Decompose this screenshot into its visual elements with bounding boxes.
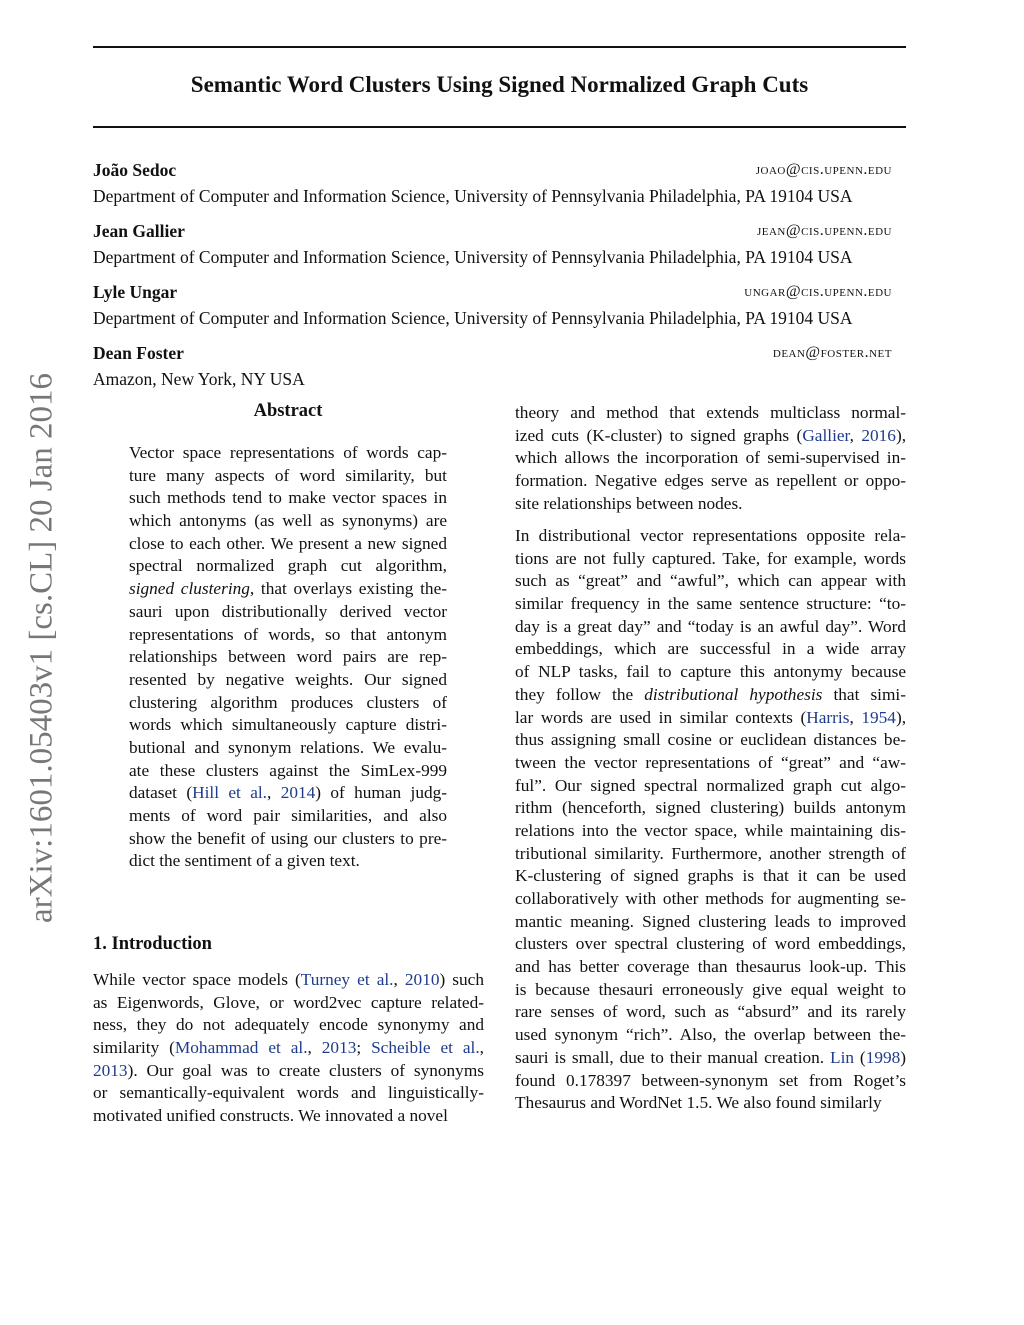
text-line xyxy=(515,616,906,639)
author-affiliation: Department of Computer and Information Science, University of Pennsylvania Philadelphia, PA 19104 USA xyxy=(93,247,853,267)
top-rule xyxy=(93,46,906,48)
text-segment: ). Our goal was to create clusters of synonyms xyxy=(127,1060,484,1080)
text-segment: relations into the vector space, while maintaining dis- xyxy=(515,820,906,840)
text-segment: ness, they do not adequately encode synonymy and xyxy=(93,1015,484,1035)
text-line xyxy=(129,624,447,647)
text-segment: ized cuts (K-cluster) to signed graphs ( xyxy=(515,425,803,445)
citation-link[interactable]: Mohammad et al. xyxy=(174,1038,308,1058)
author-email: joao@cis.upenn.edu xyxy=(755,161,892,178)
text-line xyxy=(129,782,447,805)
text-segment: butional and synonym relations. We evalu- xyxy=(129,737,447,757)
text-segment: tions are not fully captured. Take, for example, words xyxy=(515,548,906,568)
text-segment: mantic meaning. Signed clustering leads to improved xyxy=(515,911,906,931)
text-line xyxy=(129,760,447,783)
text-line xyxy=(515,933,906,956)
text-line xyxy=(129,692,447,715)
text-line xyxy=(93,1014,484,1037)
text-segment: tween the vector representations of “great” and “aw- xyxy=(515,752,906,772)
text-segment: , xyxy=(267,783,281,803)
text-segment: sauri upon distributionally derived vector xyxy=(129,601,447,621)
text-line xyxy=(93,1037,484,1060)
citation-link[interactable]: Gallier xyxy=(802,425,850,445)
text-line xyxy=(515,493,906,516)
text-line xyxy=(515,661,906,684)
author-1 xyxy=(93,160,892,181)
citation-link[interactable]: 2014 xyxy=(280,783,316,803)
text-segment: as Eigenwords, Glove, or word2vec capture related- xyxy=(93,992,484,1012)
abstract-body xyxy=(129,442,447,873)
text-line xyxy=(515,729,906,752)
author-name: João Sedoc xyxy=(93,160,177,180)
text-segment: While vector space models ( xyxy=(93,970,301,989)
author-4 xyxy=(93,343,892,364)
text-segment: ) of human judg- xyxy=(315,783,448,803)
abstract-heading: Abstract xyxy=(253,401,323,421)
text-line xyxy=(515,820,906,843)
text-segment: which allows the incorporation of semi-supervised in- xyxy=(515,448,906,468)
text-segment: representations of words, so that antonym xyxy=(129,624,447,644)
text-segment: Thesaurus and WordNet 1.5. We also found similarly xyxy=(515,1093,882,1113)
text-line xyxy=(515,525,906,548)
text-segment: used synonym “rich”. Also, the overlap between the- xyxy=(515,1025,906,1045)
text-segment: close to each other. We present a new signed xyxy=(129,533,447,553)
text-segment: that simi- xyxy=(822,684,906,704)
text-segment: words which simultaneously capture distri- xyxy=(129,715,447,735)
text-segment: relationships between word pairs are rep- xyxy=(129,647,447,667)
text-segment: , xyxy=(393,970,405,989)
introduction-body xyxy=(93,969,484,1128)
text-segment: , xyxy=(849,425,862,445)
text-segment: thus assigning small cosine or euclidean distances be- xyxy=(515,730,906,750)
author-email: jean@cis.upenn.edu xyxy=(756,222,892,239)
text-line xyxy=(129,805,447,828)
text-line xyxy=(129,465,447,488)
text-line xyxy=(515,911,906,934)
text-line xyxy=(515,570,906,593)
text-segment: which antonyms (as well as synonyms) are xyxy=(129,511,447,531)
citation-link[interactable]: Lin xyxy=(830,1047,855,1067)
text-segment: dict the sentiment of a given text. xyxy=(129,851,360,871)
text-segment: clustering algorithm produces clusters of xyxy=(129,692,447,712)
citation-link[interactable]: Harris xyxy=(806,707,850,727)
citation-link[interactable]: 1954 xyxy=(861,707,896,727)
text-segment: , xyxy=(479,1038,484,1058)
author-name: Dean Foster xyxy=(93,343,184,363)
text-segment: motivated unified constructs. We innovated a novel xyxy=(93,1106,448,1126)
text-line xyxy=(515,888,906,911)
text-segment: and has better coverage than thesaurus look-up. This xyxy=(515,957,906,977)
text-segment: found 0.178397 between-synonym set from Roget’s xyxy=(515,1070,906,1090)
text-segment: similarity ( xyxy=(93,1038,175,1058)
text-line xyxy=(515,775,906,798)
text-line xyxy=(515,447,906,470)
text-line xyxy=(129,442,447,465)
arxiv-stamp: arXiv:1601.05403v1 [cs.CL] 20 Jan 2016 xyxy=(23,373,60,923)
text-line xyxy=(129,669,447,692)
text-segment: ( xyxy=(854,1047,866,1067)
text-segment: , xyxy=(849,707,862,727)
emphasis-text: distributional hypothesis xyxy=(644,684,823,704)
text-line xyxy=(515,752,906,775)
author-name: Jean Gallier xyxy=(93,221,185,241)
text-line xyxy=(515,956,906,979)
text-line xyxy=(129,714,447,737)
text-segment: such as “great” and “awful”, which can appear with xyxy=(515,571,906,591)
text-line xyxy=(93,1105,484,1128)
citation-link[interactable]: 2013 xyxy=(321,1038,357,1058)
text-line xyxy=(515,843,906,866)
author-affiliation: Department of Computer and Information Science, University of Pennsylvania Philadelphia, PA 19104 USA xyxy=(93,308,853,328)
text-segment: ), xyxy=(895,707,907,727)
text-line xyxy=(129,533,447,556)
text-line xyxy=(515,593,906,616)
text-segment: of NLP tasks, fail to capture this antonymy because xyxy=(515,662,906,682)
text-segment: collaboratively with other methods for augmenting se- xyxy=(515,889,906,908)
text-segment: lar words are used in similar contexts ( xyxy=(515,707,807,727)
text-segment: day is a great day” and “today is an awful day”. Word xyxy=(515,616,906,636)
text-segment: or semantically-equivalent words and linguistically- xyxy=(93,1083,484,1103)
text-line xyxy=(129,850,447,873)
author-email: dean@foster.net xyxy=(772,344,892,361)
text-line xyxy=(515,979,906,1002)
text-line xyxy=(515,865,906,888)
text-line xyxy=(129,646,447,669)
text-segment: ; xyxy=(356,1038,372,1058)
author-name: Lyle Ungar xyxy=(93,282,178,302)
text-line xyxy=(93,969,484,992)
author-affiliation: Department of Computer and Information Science, University of Pennsylvania Philadelphia, PA 19104 USA xyxy=(93,186,853,206)
text-line xyxy=(515,402,906,425)
text-segment: sauri is small, due to their manual creation. xyxy=(515,1047,831,1067)
text-segment: ) such xyxy=(439,970,484,989)
text-segment: ), xyxy=(895,425,907,445)
text-line xyxy=(93,992,484,1015)
citation-link[interactable]: Scheible et al. xyxy=(371,1038,480,1058)
text-line xyxy=(515,548,906,571)
citation-link[interactable]: 2013 xyxy=(93,1060,128,1080)
text-segment: ture many aspects of word similarity, but xyxy=(129,465,447,485)
text-line xyxy=(93,1082,484,1105)
text-segment: , that overlays existing the- xyxy=(249,579,447,599)
text-segment: dataset ( xyxy=(129,783,193,803)
author-2 xyxy=(93,221,892,242)
text-segment: ) xyxy=(900,1047,907,1067)
text-segment: they follow the xyxy=(515,684,645,704)
text-line xyxy=(93,1060,484,1083)
text-segment: similar frequency in the same sentence structure: “to- xyxy=(515,594,906,614)
citation-link[interactable]: 1998 xyxy=(865,1047,901,1067)
text-line xyxy=(515,470,906,493)
text-line xyxy=(129,578,447,601)
right-paragraph-1 xyxy=(515,402,906,515)
text-segment: formation. Negative edges serve as repellent or oppo- xyxy=(515,471,906,491)
text-segment: is because thesauri erroneously give equal weight to xyxy=(515,979,906,999)
text-segment: rithm (henceforth, signed clustering) builds antonym xyxy=(515,798,906,818)
text-segment: embeddings, which are successful in a wide array xyxy=(515,639,906,659)
text-line xyxy=(129,555,447,578)
citation-link[interactable]: Turney et al. xyxy=(300,970,394,989)
text-line xyxy=(515,1070,906,1093)
text-segment: ments of word pair similarities, and also xyxy=(129,806,447,825)
text-segment: theory and method that extends multiclass normal- xyxy=(515,403,906,422)
text-line xyxy=(515,638,906,661)
author-affiliation: Amazon, New York, NY USA xyxy=(93,369,305,389)
text-segment: rare senses of word, such as “absurd” and its rarely xyxy=(515,1002,906,1022)
right-paragraph-2 xyxy=(515,525,906,1115)
text-segment: spectral normalized graph cut algorithm, xyxy=(129,556,447,576)
text-segment: In distributional vector representations opposite rela- xyxy=(515,526,906,545)
author-3 xyxy=(93,282,892,303)
text-line xyxy=(129,487,447,510)
text-segment: ate these clusters against the SimLex-999 xyxy=(129,760,447,780)
emphasis-text: signed clustering xyxy=(129,579,250,599)
text-line xyxy=(129,737,447,760)
text-line xyxy=(515,425,906,448)
title-bottom-rule xyxy=(93,126,906,128)
text-line xyxy=(515,1001,906,1024)
text-line xyxy=(515,707,906,730)
citation-link[interactable]: 2016 xyxy=(861,425,896,445)
citation-link[interactable]: Hill et al. xyxy=(192,783,267,803)
text-line xyxy=(515,1092,906,1115)
text-segment: ful”. Our signed spectral normalized graph cut algo- xyxy=(515,775,906,795)
text-segment: such methods tend to make vector spaces in xyxy=(129,488,447,508)
introduction-heading: 1. Introduction xyxy=(93,934,212,954)
text-line xyxy=(129,601,447,624)
author-email: ungar@cis.upenn.edu xyxy=(744,283,892,300)
text-segment: Vector space representations of words cap- xyxy=(129,443,447,462)
text-line xyxy=(129,828,447,851)
text-line xyxy=(515,797,906,820)
citation-link[interactable]: 2010 xyxy=(404,970,440,989)
text-line xyxy=(129,510,447,533)
text-segment: show the benefit of using our clusters to pre- xyxy=(129,828,447,848)
text-segment: site relationships between nodes. xyxy=(515,493,743,513)
text-line xyxy=(515,1047,906,1070)
text-segment: , xyxy=(307,1038,322,1058)
text-segment: tributional similarity. Furthermore, another strength of xyxy=(515,843,906,863)
text-segment: clusters over spectral clustering of word embeddings, xyxy=(515,934,906,954)
text-line xyxy=(515,1024,906,1047)
paper-title: Semantic Word Clusters Using Signed Normalized Graph Cuts xyxy=(190,72,809,97)
text-segment: resented by negative weights. Our signed xyxy=(129,669,447,689)
text-line xyxy=(515,684,906,707)
text-segment: K-clustering of signed graphs is that it can be used xyxy=(515,866,906,886)
